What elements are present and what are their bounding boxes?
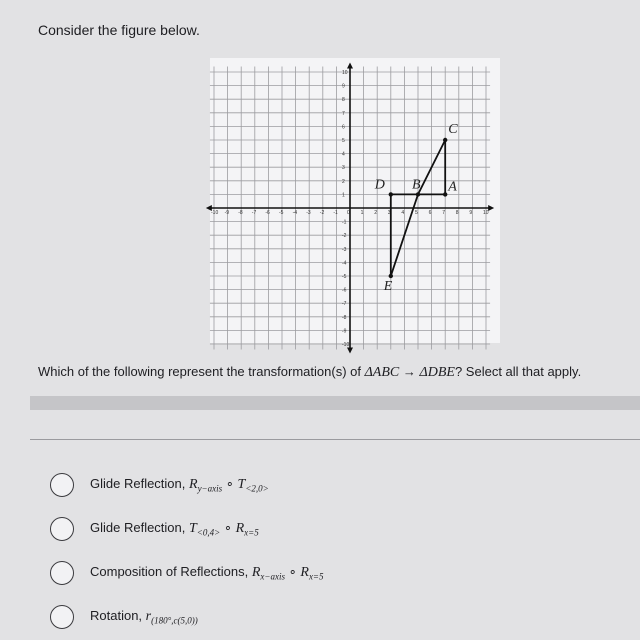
y-tick-label: 2 bbox=[342, 178, 345, 185]
point-c bbox=[443, 138, 447, 142]
option-label: Composition of Reflections, $R_{x-axis}$ ∘ $R_{x=5}$ bbox=[90, 564, 324, 582]
y-tick-label: -4 bbox=[342, 260, 347, 267]
point-e bbox=[389, 274, 393, 278]
question-text bbox=[38, 364, 581, 381]
x-tick-label: -6 bbox=[265, 210, 270, 216]
y-axis-arrow-down bbox=[347, 348, 353, 354]
option-label: Glide Reflection, $R_{y-axis}$ ∘ $T_{<2,0>}$ bbox=[90, 476, 269, 494]
x-tick-label: -9 bbox=[224, 210, 230, 216]
y-tick-label: 3 bbox=[342, 165, 345, 172]
radio-button[interactable] bbox=[50, 605, 74, 629]
triangle-abc: ΔABC bbox=[364, 365, 400, 380]
y-tick-label: -7 bbox=[342, 301, 347, 308]
arrow-symbol: → bbox=[402, 364, 416, 379]
y-tick-label: -2 bbox=[342, 233, 347, 240]
option-label: Glide Reflection, $T_{<0,4>}$ ∘ $R_{x=5}$ bbox=[90, 520, 259, 538]
x-tick-label: 0 bbox=[347, 210, 350, 216]
x-tick-label: 8 bbox=[455, 210, 459, 216]
x-tick-label: 1 bbox=[360, 210, 364, 216]
x-tick-label: 10 bbox=[483, 210, 489, 216]
y-tick-label: 5 bbox=[342, 138, 345, 144]
y-tick-label: 8 bbox=[342, 97, 345, 104]
point-label-a: A bbox=[448, 179, 457, 195]
x-tick-label: -3 bbox=[306, 210, 311, 216]
x-tick-label: -4 bbox=[292, 210, 298, 216]
y-tick-label: -3 bbox=[342, 246, 347, 253]
y-tick-label: 10 bbox=[342, 70, 348, 76]
coordinate-graph bbox=[210, 58, 500, 348]
prompt-text: Consider the figure below. bbox=[38, 22, 200, 38]
point-label-b: B bbox=[412, 177, 421, 193]
y-tick-label: -10 bbox=[342, 342, 350, 348]
divider bbox=[30, 439, 640, 440]
option-glide-reflection-1[interactable] bbox=[50, 471, 269, 499]
triangle-dbe: ΔDBE bbox=[419, 365, 455, 380]
question-lead: Which of the following represent the transformation(s) of bbox=[38, 364, 365, 379]
y-tick-label: 9 bbox=[342, 83, 345, 90]
y-tick-label: 6 bbox=[342, 124, 345, 131]
x-tick-label: -8 bbox=[238, 210, 243, 216]
question-tail: ? Select all that apply. bbox=[454, 364, 582, 379]
x-tick-label: -1 bbox=[333, 210, 338, 216]
point-d bbox=[389, 192, 393, 196]
x-tick-label: 5 bbox=[415, 210, 418, 216]
x-tick-label: 2 bbox=[374, 210, 377, 216]
option-rotation[interactable] bbox=[50, 603, 198, 631]
radio-button[interactable] bbox=[50, 473, 74, 497]
y-tick-label: -8 bbox=[342, 314, 347, 321]
radio-button[interactable] bbox=[50, 561, 74, 585]
option-label: Rotation, $r_{(180^\circ,c(5,0))}$ bbox=[90, 608, 198, 626]
point-b bbox=[416, 192, 420, 196]
radio-button[interactable] bbox=[50, 517, 74, 541]
x-tick-label: 3 bbox=[387, 210, 391, 216]
option-composition-of-reflections[interactable] bbox=[50, 559, 324, 587]
y-tick-label: 1 bbox=[342, 192, 345, 199]
y-tick-label: -6 bbox=[342, 287, 347, 294]
x-tick-label: -2 bbox=[319, 210, 325, 216]
y-tick-label: -9 bbox=[342, 328, 347, 335]
x-tick-label: -10 bbox=[211, 210, 219, 216]
point-label-c: C bbox=[448, 122, 458, 137]
option-glide-reflection-2[interactable] bbox=[50, 515, 259, 543]
x-tick-label: 6 bbox=[428, 210, 432, 216]
point-label-d: D bbox=[374, 177, 385, 193]
y-tick-label: 7 bbox=[342, 110, 345, 117]
answer-bar bbox=[30, 396, 640, 410]
y-tick-label: 4 bbox=[342, 151, 345, 158]
y-tick-label: -5 bbox=[342, 274, 347, 280]
x-tick-label: 7 bbox=[442, 210, 445, 216]
x-tick-label: -5 bbox=[279, 210, 284, 216]
x-tick-label: 9 bbox=[469, 210, 473, 216]
point-a bbox=[443, 192, 447, 196]
x-tick-label: 4 bbox=[401, 210, 405, 216]
y-tick-label: -1 bbox=[342, 219, 347, 226]
x-tick-label: -7 bbox=[251, 210, 257, 216]
point-label-e: E bbox=[383, 279, 393, 294]
